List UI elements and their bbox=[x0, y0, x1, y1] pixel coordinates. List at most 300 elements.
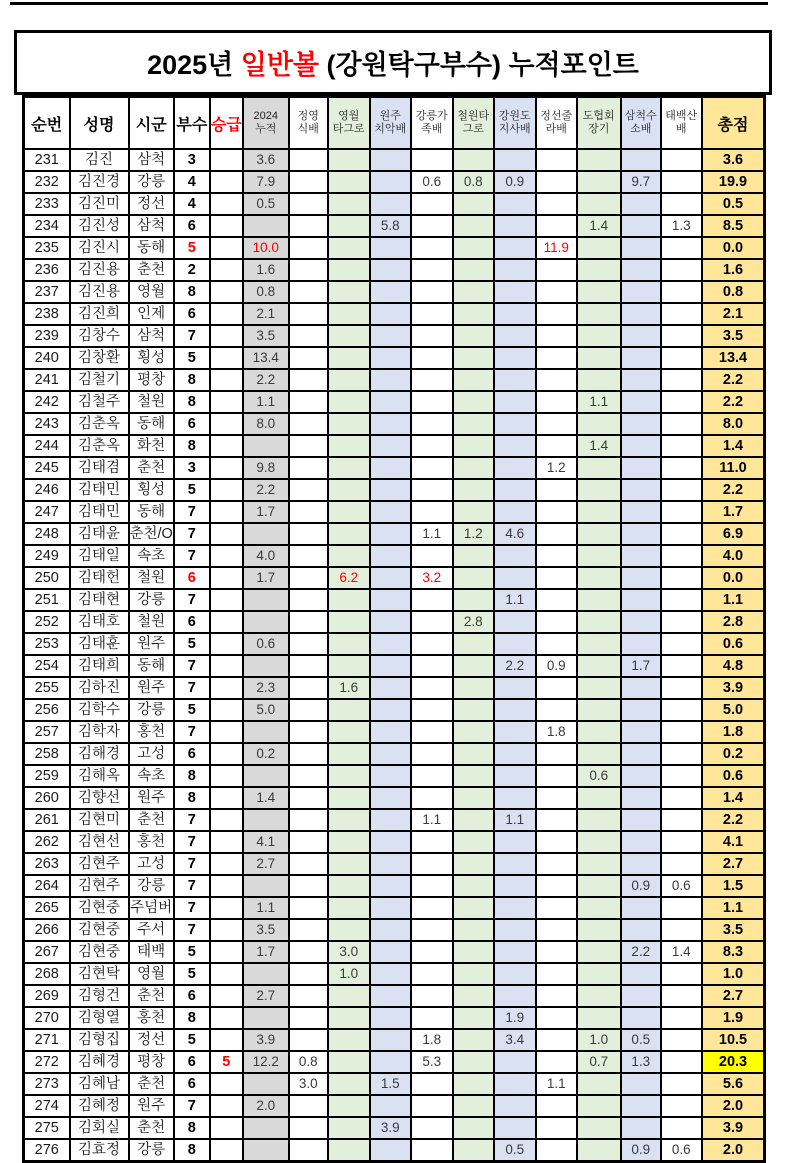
cell-no: 265 bbox=[24, 897, 70, 919]
cell-seunggeup bbox=[210, 611, 243, 633]
cell-e10 bbox=[661, 479, 702, 501]
cell-name: 김진성 bbox=[70, 215, 129, 237]
cell-no: 258 bbox=[24, 743, 70, 765]
cell-seunggeup bbox=[210, 1029, 243, 1051]
cell-seunggeup bbox=[210, 787, 243, 809]
cell-name: 김현선 bbox=[70, 831, 129, 853]
cell-e8 bbox=[577, 1095, 621, 1117]
cell-total: 8.0 bbox=[702, 413, 765, 435]
cell-e10 bbox=[661, 501, 702, 523]
cell-sigun: 인제 bbox=[129, 303, 174, 325]
cell-busu: 5 bbox=[174, 963, 210, 985]
cell-e1 bbox=[289, 413, 328, 435]
cell-e7 bbox=[536, 215, 577, 237]
cell-total: 2.7 bbox=[702, 853, 765, 875]
cell-e8 bbox=[577, 303, 621, 325]
cell-seunggeup bbox=[210, 281, 243, 303]
cell-e1 bbox=[289, 809, 328, 831]
cell-no: 252 bbox=[24, 611, 70, 633]
cell-e5 bbox=[453, 1073, 494, 1095]
cell-busu: 7 bbox=[174, 523, 210, 545]
cell-total: 20.3 bbox=[702, 1051, 765, 1073]
cell-e9 bbox=[621, 765, 661, 787]
cell-total: 2.2 bbox=[702, 809, 765, 831]
cell-e4: 3.2 bbox=[411, 567, 453, 589]
cell-seunggeup bbox=[210, 875, 243, 897]
cell-name: 김진희 bbox=[70, 303, 129, 325]
cell-seunggeup bbox=[210, 919, 243, 941]
cell-e6 bbox=[494, 149, 536, 171]
cell-e5 bbox=[453, 765, 494, 787]
cell-e3 bbox=[370, 1007, 411, 1029]
cell-e6 bbox=[494, 633, 536, 655]
cell-e4 bbox=[411, 215, 453, 237]
cell-seunggeup bbox=[210, 941, 243, 963]
cell-total: 1.1 bbox=[702, 897, 765, 919]
cell-e7: 1.2 bbox=[536, 457, 577, 479]
cell-e6 bbox=[494, 1073, 536, 1095]
column-header-label: 성명 bbox=[83, 116, 115, 134]
cell-e4 bbox=[411, 633, 453, 655]
cell-seunggeup bbox=[210, 391, 243, 413]
cell-e5 bbox=[453, 787, 494, 809]
cell-e9 bbox=[621, 259, 661, 281]
cell-e10 bbox=[661, 699, 702, 721]
cell-e5 bbox=[453, 567, 494, 589]
cell-e4: 1.1 bbox=[411, 523, 453, 545]
cell-e2: 1.0 bbox=[328, 963, 370, 985]
cell-cum2024 bbox=[243, 1139, 289, 1162]
cell-seunggeup bbox=[210, 457, 243, 479]
cell-e3 bbox=[370, 479, 411, 501]
cell-e6: 3.4 bbox=[494, 1029, 536, 1051]
cell-e8 bbox=[577, 567, 621, 589]
cell-e3 bbox=[370, 765, 411, 787]
cell-e10 bbox=[661, 281, 702, 303]
cell-cum2024: 0.5 bbox=[243, 193, 289, 215]
column-header-e5 bbox=[453, 97, 494, 150]
cell-e3 bbox=[370, 699, 411, 721]
cell-e7 bbox=[536, 281, 577, 303]
cell-total: 6.9 bbox=[702, 523, 765, 545]
column-header-sigun bbox=[129, 97, 174, 150]
points-table bbox=[22, 95, 766, 1163]
cell-e4 bbox=[411, 1139, 453, 1162]
cell-name: 김회실 bbox=[70, 1117, 129, 1139]
cell-e4 bbox=[411, 743, 453, 765]
table-row bbox=[24, 831, 765, 853]
cell-e1 bbox=[289, 545, 328, 567]
cell-e5 bbox=[453, 413, 494, 435]
cell-e2 bbox=[328, 699, 370, 721]
cell-e9 bbox=[621, 897, 661, 919]
cell-cum2024: 3.5 bbox=[243, 919, 289, 941]
cell-no: 266 bbox=[24, 919, 70, 941]
cell-e7 bbox=[536, 941, 577, 963]
cell-busu: 7 bbox=[174, 809, 210, 831]
cell-e3 bbox=[370, 875, 411, 897]
cell-e5 bbox=[453, 655, 494, 677]
cell-sigun: 화천 bbox=[129, 435, 174, 457]
cell-name: 김태희 bbox=[70, 655, 129, 677]
cell-e1 bbox=[289, 633, 328, 655]
cell-sigun: 춘천 bbox=[129, 809, 174, 831]
cell-e2 bbox=[328, 435, 370, 457]
cell-seunggeup bbox=[210, 567, 243, 589]
cell-seunggeup bbox=[210, 1007, 243, 1029]
cell-seunggeup bbox=[210, 215, 243, 237]
cell-e4 bbox=[411, 369, 453, 391]
cell-name: 김학수 bbox=[70, 699, 129, 721]
cell-busu: 8 bbox=[174, 1139, 210, 1162]
cell-e10 bbox=[661, 1073, 702, 1095]
cell-e9 bbox=[621, 545, 661, 567]
cell-e9 bbox=[621, 809, 661, 831]
cell-e3 bbox=[370, 897, 411, 919]
cell-e8 bbox=[577, 941, 621, 963]
table-row bbox=[24, 391, 765, 413]
cell-e2 bbox=[328, 875, 370, 897]
cell-no: 247 bbox=[24, 501, 70, 523]
cell-sigun: 횡성 bbox=[129, 479, 174, 501]
cell-name: 김향선 bbox=[70, 787, 129, 809]
cell-busu: 7 bbox=[174, 545, 210, 567]
cell-e6 bbox=[494, 479, 536, 501]
cell-e3 bbox=[370, 259, 411, 281]
cell-e8 bbox=[577, 193, 621, 215]
cell-e5 bbox=[453, 347, 494, 369]
cell-name: 김춘옥 bbox=[70, 435, 129, 457]
cell-seunggeup bbox=[210, 171, 243, 193]
cell-e8 bbox=[577, 919, 621, 941]
cell-cum2024 bbox=[243, 589, 289, 611]
cell-e9: 0.9 bbox=[621, 875, 661, 897]
cell-busu: 6 bbox=[174, 413, 210, 435]
cell-e6 bbox=[494, 787, 536, 809]
cell-e7 bbox=[536, 831, 577, 853]
cell-name: 김형열 bbox=[70, 1007, 129, 1029]
cell-cum2024: 2.7 bbox=[243, 985, 289, 1007]
cell-e4 bbox=[411, 391, 453, 413]
cell-sigun: 정선 bbox=[129, 193, 174, 215]
column-header-e8 bbox=[577, 97, 621, 150]
table-row bbox=[24, 985, 765, 1007]
cell-e8 bbox=[577, 1117, 621, 1139]
cell-sigun: 춘천 bbox=[129, 985, 174, 1007]
cell-e3 bbox=[370, 633, 411, 655]
cell-e9 bbox=[621, 1007, 661, 1029]
cell-sigun: 삼척 bbox=[129, 325, 174, 347]
cell-cum2024: 1.7 bbox=[243, 567, 289, 589]
cell-e2 bbox=[328, 369, 370, 391]
cell-e8: 1.4 bbox=[577, 215, 621, 237]
cell-sigun: 철원 bbox=[129, 611, 174, 633]
cell-e10 bbox=[661, 303, 702, 325]
cell-e6 bbox=[494, 1095, 536, 1117]
cell-total: 3.9 bbox=[702, 1117, 765, 1139]
cell-e1 bbox=[289, 941, 328, 963]
cell-e8 bbox=[577, 1007, 621, 1029]
cell-no: 243 bbox=[24, 413, 70, 435]
cell-no: 275 bbox=[24, 1117, 70, 1139]
cell-name: 김효정 bbox=[70, 1139, 129, 1162]
cell-cum2024: 1.4 bbox=[243, 787, 289, 809]
cell-no: 236 bbox=[24, 259, 70, 281]
cell-e1 bbox=[289, 523, 328, 545]
column-header-label: 태백산 bbox=[665, 110, 698, 122]
cell-e10 bbox=[661, 963, 702, 985]
cell-e10 bbox=[661, 589, 702, 611]
cell-busu: 8 bbox=[174, 787, 210, 809]
cell-e6: 4.6 bbox=[494, 523, 536, 545]
cell-cum2024: 2.2 bbox=[243, 369, 289, 391]
cell-e10: 1.4 bbox=[661, 941, 702, 963]
cell-e9 bbox=[621, 391, 661, 413]
cell-e6 bbox=[494, 919, 536, 941]
cell-seunggeup bbox=[210, 1095, 243, 1117]
table-row bbox=[24, 1007, 765, 1029]
cell-e5 bbox=[453, 699, 494, 721]
cell-seunggeup bbox=[210, 853, 243, 875]
cell-e8 bbox=[577, 743, 621, 765]
cell-no: 231 bbox=[24, 149, 70, 171]
cell-e7 bbox=[536, 699, 577, 721]
cell-seunggeup bbox=[210, 237, 243, 259]
cell-e10 bbox=[661, 1117, 702, 1139]
cell-total: 1.6 bbox=[702, 259, 765, 281]
title-highlight: 일반볼 bbox=[240, 50, 319, 80]
cell-cum2024: 2.7 bbox=[243, 853, 289, 875]
cell-e5 bbox=[453, 633, 494, 655]
cell-no: 274 bbox=[24, 1095, 70, 1117]
cell-cum2024 bbox=[243, 611, 289, 633]
cell-e6 bbox=[494, 721, 536, 743]
cell-total: 0.5 bbox=[702, 193, 765, 215]
cell-busu: 6 bbox=[174, 215, 210, 237]
cell-name: 김춘옥 bbox=[70, 413, 129, 435]
cell-e3 bbox=[370, 941, 411, 963]
cell-e1 bbox=[289, 435, 328, 457]
cell-e10 bbox=[661, 919, 702, 941]
cell-e9 bbox=[621, 479, 661, 501]
cell-e2 bbox=[328, 259, 370, 281]
cell-total: 2.2 bbox=[702, 479, 765, 501]
cell-e4 bbox=[411, 1117, 453, 1139]
cell-e2 bbox=[328, 171, 370, 193]
cell-busu: 6 bbox=[174, 1051, 210, 1073]
cell-e2 bbox=[328, 809, 370, 831]
column-header-label: 도협회 bbox=[582, 110, 615, 122]
table-row bbox=[24, 589, 765, 611]
cell-sigun: 고성 bbox=[129, 743, 174, 765]
cell-total: 13.4 bbox=[702, 347, 765, 369]
cell-e8 bbox=[577, 809, 621, 831]
cell-total: 4.0 bbox=[702, 545, 765, 567]
cell-cum2024 bbox=[243, 523, 289, 545]
cell-e7 bbox=[536, 963, 577, 985]
cell-e9 bbox=[621, 699, 661, 721]
cell-e4 bbox=[411, 413, 453, 435]
table-row bbox=[24, 941, 765, 963]
cell-e2 bbox=[328, 655, 370, 677]
header-row bbox=[24, 97, 765, 150]
cell-sigun: 주넘버 bbox=[129, 897, 174, 919]
cell-no: 237 bbox=[24, 281, 70, 303]
cell-e8 bbox=[577, 369, 621, 391]
cell-e10: 1.3 bbox=[661, 215, 702, 237]
table-row bbox=[24, 1139, 765, 1162]
table-row bbox=[24, 1073, 765, 1095]
cell-name: 김진시 bbox=[70, 237, 129, 259]
cell-busu: 4 bbox=[174, 193, 210, 215]
cell-e5 bbox=[453, 941, 494, 963]
cell-e1 bbox=[289, 259, 328, 281]
cell-e8 bbox=[577, 853, 621, 875]
cell-e9 bbox=[621, 281, 661, 303]
cell-cum2024: 1.6 bbox=[243, 259, 289, 281]
cell-e9: 2.2 bbox=[621, 941, 661, 963]
column-header-label: 원주 bbox=[379, 110, 401, 122]
cell-name: 김현미 bbox=[70, 809, 129, 831]
cell-e4 bbox=[411, 149, 453, 171]
cell-total: 3.6 bbox=[702, 149, 765, 171]
column-header-total bbox=[702, 97, 765, 150]
cell-e4 bbox=[411, 831, 453, 853]
cell-e4 bbox=[411, 919, 453, 941]
cell-no: 234 bbox=[24, 215, 70, 237]
cell-e7 bbox=[536, 853, 577, 875]
cell-total: 3.9 bbox=[702, 677, 765, 699]
cell-e5 bbox=[453, 479, 494, 501]
cell-cum2024 bbox=[243, 963, 289, 985]
cell-total: 8.3 bbox=[702, 941, 765, 963]
cell-e3 bbox=[370, 523, 411, 545]
cell-e5 bbox=[453, 1007, 494, 1029]
cell-e4 bbox=[411, 435, 453, 457]
cell-e9 bbox=[621, 369, 661, 391]
cell-e9 bbox=[621, 523, 661, 545]
cell-e10 bbox=[661, 853, 702, 875]
cell-e7 bbox=[536, 303, 577, 325]
cell-e3 bbox=[370, 325, 411, 347]
cell-seunggeup bbox=[210, 721, 243, 743]
cell-seunggeup bbox=[210, 193, 243, 215]
cell-e3 bbox=[370, 853, 411, 875]
cell-seunggeup bbox=[210, 479, 243, 501]
cell-total: 1.8 bbox=[702, 721, 765, 743]
cell-name: 김진경 bbox=[70, 171, 129, 193]
cell-e9 bbox=[621, 215, 661, 237]
cell-seunggeup bbox=[210, 831, 243, 853]
table-row bbox=[24, 369, 765, 391]
cell-e9: 9.7 bbox=[621, 171, 661, 193]
cell-e9 bbox=[621, 457, 661, 479]
cell-seunggeup bbox=[210, 1117, 243, 1139]
cell-busu: 6 bbox=[174, 1073, 210, 1095]
cell-e4 bbox=[411, 963, 453, 985]
table-row bbox=[24, 545, 765, 567]
cell-e8 bbox=[577, 1073, 621, 1095]
cell-e3: 1.5 bbox=[370, 1073, 411, 1095]
cell-seunggeup bbox=[210, 1073, 243, 1095]
cell-e1: 3.0 bbox=[289, 1073, 328, 1095]
cell-e2 bbox=[328, 413, 370, 435]
cell-e5 bbox=[453, 897, 494, 919]
cell-sigun: 동해 bbox=[129, 413, 174, 435]
column-header-label2: 지사배 bbox=[498, 123, 531, 135]
cell-busu: 7 bbox=[174, 875, 210, 897]
cell-e5 bbox=[453, 985, 494, 1007]
cell-no: 276 bbox=[24, 1139, 70, 1162]
cell-e3 bbox=[370, 787, 411, 809]
cell-e5 bbox=[453, 303, 494, 325]
cell-e4 bbox=[411, 721, 453, 743]
cell-total: 2.8 bbox=[702, 611, 765, 633]
cell-e8 bbox=[577, 457, 621, 479]
cell-no: 235 bbox=[24, 237, 70, 259]
column-header-label2: 그로 bbox=[462, 123, 484, 135]
cell-e4 bbox=[411, 325, 453, 347]
cell-e4 bbox=[411, 545, 453, 567]
cell-e6 bbox=[494, 985, 536, 1007]
column-header-label2: 족배 bbox=[421, 123, 443, 135]
cell-cum2024: 9.8 bbox=[243, 457, 289, 479]
cell-cum2024: 1.7 bbox=[243, 501, 289, 523]
cell-e9 bbox=[621, 413, 661, 435]
cell-sigun: 춘천 bbox=[129, 1117, 174, 1139]
cell-seunggeup bbox=[210, 699, 243, 721]
cell-e6 bbox=[494, 611, 536, 633]
cell-seunggeup bbox=[210, 655, 243, 677]
cell-cum2024: 3.6 bbox=[243, 149, 289, 171]
cell-e4 bbox=[411, 259, 453, 281]
cell-e2 bbox=[328, 545, 370, 567]
cell-busu: 8 bbox=[174, 1117, 210, 1139]
cell-e1 bbox=[289, 589, 328, 611]
cell-total: 3.5 bbox=[702, 325, 765, 347]
cell-no: 250 bbox=[24, 567, 70, 589]
cell-e6 bbox=[494, 215, 536, 237]
cell-cum2024: 2.2 bbox=[243, 479, 289, 501]
cell-name: 김철기 bbox=[70, 369, 129, 391]
column-header-no bbox=[24, 97, 70, 150]
cell-e1 bbox=[289, 985, 328, 1007]
cell-busu: 7 bbox=[174, 677, 210, 699]
cell-e2 bbox=[328, 831, 370, 853]
cell-e2 bbox=[328, 897, 370, 919]
cell-sigun: 영월 bbox=[129, 281, 174, 303]
cell-busu: 8 bbox=[174, 765, 210, 787]
cell-e7 bbox=[536, 897, 577, 919]
cell-sigun: 평창 bbox=[129, 1051, 174, 1073]
table-row bbox=[24, 215, 765, 237]
cell-e4 bbox=[411, 303, 453, 325]
cell-e9 bbox=[621, 1095, 661, 1117]
cell-e8 bbox=[577, 281, 621, 303]
cell-e7 bbox=[536, 985, 577, 1007]
cell-e3 bbox=[370, 435, 411, 457]
cell-e6 bbox=[494, 435, 536, 457]
cell-e7 bbox=[536, 1029, 577, 1051]
cell-e6 bbox=[494, 1117, 536, 1139]
cell-sigun: 동해 bbox=[129, 501, 174, 523]
cell-sigun: 주서 bbox=[129, 919, 174, 941]
cell-e5 bbox=[453, 457, 494, 479]
table-row bbox=[24, 699, 765, 721]
cell-e8 bbox=[577, 589, 621, 611]
column-header-label: 영월 bbox=[338, 110, 360, 122]
cell-e8: 0.7 bbox=[577, 1051, 621, 1073]
